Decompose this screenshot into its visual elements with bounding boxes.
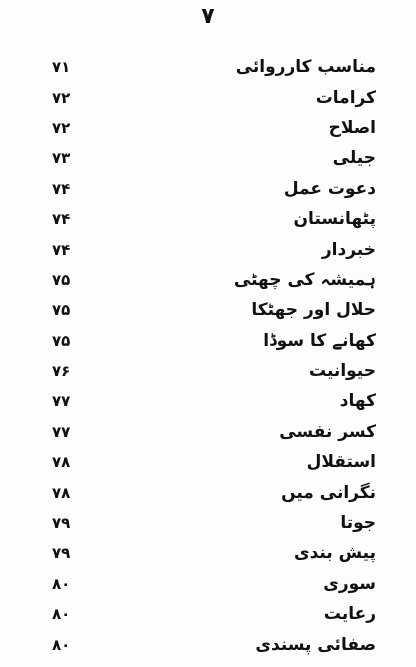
toc-entry — [40, 295, 376, 325]
toc-entry — [40, 569, 376, 599]
toc-entry — [40, 174, 376, 204]
toc-entry-title: مناسب کارروائی — [235, 57, 376, 78]
toc-entry-page: ۸۰ — [52, 574, 71, 593]
toc-entry-title: پیش بندی — [294, 543, 376, 564]
toc-entry — [40, 538, 376, 568]
toc-entry-page: ۷۵ — [52, 331, 71, 350]
toc-entry-page: ۷۶ — [52, 362, 71, 381]
toc-entry — [40, 629, 376, 659]
toc-entry-page: ۷۸ — [52, 453, 71, 472]
toc-entry-title: اصلاح — [328, 117, 376, 138]
toc-entry-title: جوتا — [340, 513, 376, 534]
toc-entry — [40, 356, 376, 386]
toc-entry-page: ۷۹ — [52, 514, 71, 533]
toc-entry-title: رعایت — [323, 604, 376, 625]
toc-entry — [40, 82, 376, 112]
toc-entry — [40, 508, 376, 538]
toc-entry-page: ۷۴ — [52, 210, 71, 229]
toc-entry — [40, 204, 376, 234]
toc-entry-title: خبردار — [321, 239, 376, 260]
toc-entry-page: ۷۵ — [52, 301, 71, 320]
toc-entry-title: ہمیشہ کی چھٹی — [233, 270, 376, 291]
toc-entry-title: صفائی پسندی — [255, 634, 376, 655]
toc-entry-page: ۷۲ — [52, 88, 71, 107]
toc-entry-page: ۷۳ — [52, 149, 71, 168]
toc-entry-title: نگرانی میں — [281, 482, 376, 503]
toc-entry-title: حلال اور جھٹکا — [251, 300, 376, 321]
toc-entry-page: ۸۰ — [52, 605, 71, 624]
toc-entry — [40, 326, 376, 356]
toc-entry-page: ۷۴ — [52, 179, 71, 198]
toc-entry-page: ۷۷ — [52, 422, 71, 441]
toc-entry-page: ۷۲ — [52, 118, 71, 137]
toc-entry-page: ۸۰ — [52, 635, 71, 654]
toc-entry — [40, 477, 376, 507]
toc-entry-page: ۷۱ — [52, 58, 71, 77]
toc-entry-title: کسر نفسی — [279, 421, 376, 442]
toc-entry — [40, 417, 376, 447]
toc-entry-title: استقلال — [306, 452, 376, 473]
toc-entry — [40, 599, 376, 629]
toc-entry — [40, 143, 376, 173]
page-number: ۷ — [201, 4, 215, 29]
toc-entry-page: ۷۴ — [52, 240, 71, 259]
table-of-contents — [40, 52, 376, 660]
toc-entry-title: سوری — [323, 573, 376, 594]
toc-entry-title: حیوانیت — [309, 361, 376, 382]
toc-entry-page: ۷۹ — [52, 544, 71, 563]
toc-entry-title: جیلی — [332, 148, 376, 169]
toc-entry-title: کھانے کا سوڈا — [263, 331, 376, 352]
toc-entry-page: ۷۷ — [52, 392, 71, 411]
toc-entry-title: کھاد — [339, 391, 376, 412]
toc-entry-page: ۷۵ — [52, 270, 71, 289]
toc-entry — [40, 386, 376, 416]
toc-entry — [40, 265, 376, 295]
toc-entry — [40, 113, 376, 143]
toc-entry-title: کرامات — [315, 87, 376, 108]
toc-entry — [40, 234, 376, 264]
toc-entry-title: پٹھانستان — [293, 209, 376, 230]
toc-entry — [40, 52, 376, 82]
toc-entry-page: ۷۸ — [52, 483, 71, 502]
toc-entry-title: دعوت عمل — [283, 178, 376, 199]
toc-entry — [40, 447, 376, 477]
